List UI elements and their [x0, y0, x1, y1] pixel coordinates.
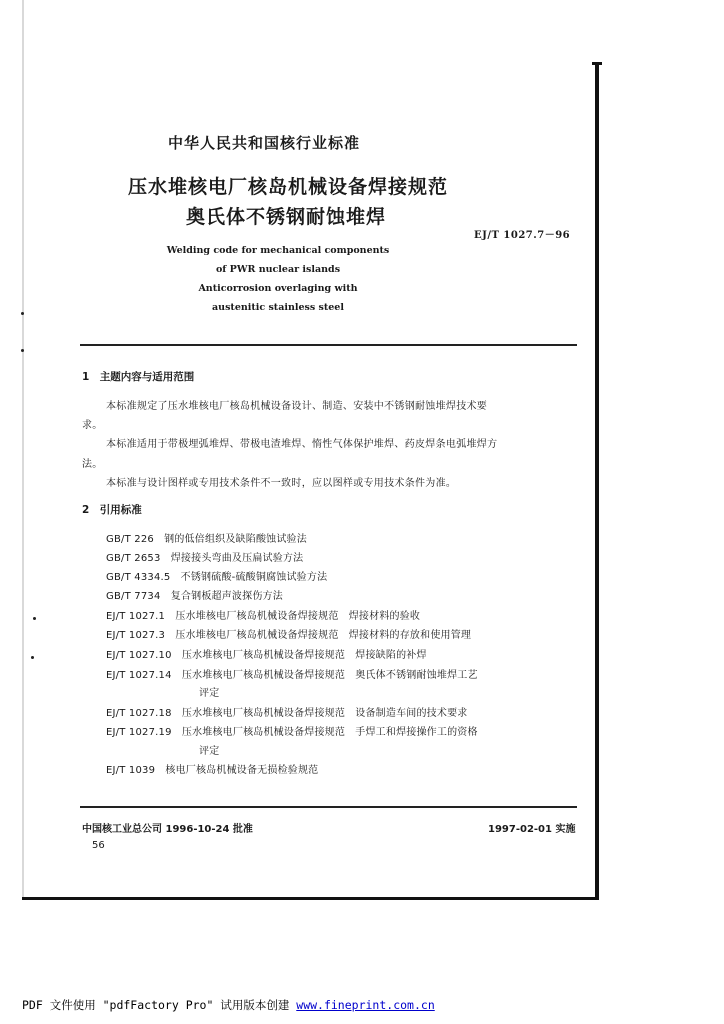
scan-speck — [33, 617, 36, 620]
standard-code: EJ/T 1027.7－96 — [474, 230, 571, 241]
scan-edge-right — [595, 62, 599, 900]
scan-speck — [31, 656, 34, 659]
title-cn-line1: 压水堆核电厂核岛机械设备焊接规范 — [128, 176, 449, 198]
reference-item: EJ/T 1027.10 压水堆核电厂核岛机械设备焊接规范 焊接缺陷的补焊 — [106, 650, 427, 661]
title-en-line2: of PWR nuclear islands — [215, 264, 341, 275]
section-2-heading: 2 引用标准 — [82, 504, 142, 516]
implementation-date: 1997-02-01 实施 — [488, 824, 576, 835]
standard-category: 中华人民共和国核行业标准 — [168, 134, 361, 152]
section-1-heading: 1 主题内容与适用范围 — [82, 371, 195, 383]
title-en-line1: Welding code for mechanical components — [166, 245, 390, 256]
reference-item: EJ/T 1027.19 压水堆核电厂核岛机械设备焊接规范 手焊工和焊接操作工的资格 — [106, 727, 478, 738]
scan-edge-bottom — [22, 897, 599, 900]
reference-item: GB/T 4334.5 不锈钢硫酸-硫酸铜腐蚀试验方法 — [106, 572, 328, 583]
scope-para2-line2: 法。 — [82, 459, 103, 470]
reference-item: GB/T 7734 复合钢板超声波探伤方法 — [106, 591, 283, 602]
title-en-line3: Anticorrosion overlaging with — [198, 283, 358, 294]
scan-speck — [21, 312, 24, 315]
scope-para1-line2: 求。 — [82, 420, 103, 431]
scope-para1-line1: 本标准规定了压水堆核电厂核岛机械设备设计、制造、安装中不锈钢耐蚀堆焊技术要 — [106, 401, 488, 412]
title-en-line4: austenitic stainless steel — [212, 302, 344, 313]
reference-item-continuation: 评定 — [199, 746, 220, 757]
page-number: 56 — [92, 840, 105, 851]
scope-para2-line1: 本标准适用于带极埋弧堆焊、带极电渣堆焊、惰性气体保护堆焊、药皮焊条电弧堆焊方 — [106, 439, 498, 450]
scan-edge-right-mark — [592, 62, 602, 65]
reference-item: EJ/T 1039 核电厂核岛机械设备无损检验规范 — [106, 765, 319, 776]
scan-speck — [21, 349, 24, 352]
footer-rule — [80, 806, 577, 808]
reference-item: EJ/T 1027.14 压水堆核电厂核岛机械设备焊接规范 奥氏体不锈钢耐蚀堆焊工艺 — [106, 670, 478, 681]
reference-item: GB/T 2653 焊接接头弯曲及压扁试验方法 — [106, 553, 304, 564]
reference-item: EJ/T 1027.3 压水堆核电厂核岛机械设备焊接规范 焊接材料的存放和使用管理 — [106, 630, 472, 641]
header-rule — [80, 344, 577, 346]
approval-date: 中国核工业总公司 1996-10-24 批准 — [82, 824, 253, 835]
reference-item: EJ/T 1027.1 压水堆核电厂核岛机械设备焊接规范 焊接材料的验收 — [106, 611, 421, 622]
title-cn-line2: 奥氏体不锈钢耐蚀堆焊 — [186, 206, 387, 228]
reference-item: GB/T 226 钢的低倍组织及缺陷酸蚀试验法 — [106, 534, 307, 545]
scope-para3: 本标准与设计图样或专用技术条件不一致时，应以图样或专用技术条件为准。 — [106, 478, 457, 489]
pdf-watermark — [22, 997, 435, 1013]
reference-item-continuation: 评定 — [199, 688, 220, 699]
reference-item: EJ/T 1027.18 压水堆核电厂核岛机械设备焊接规范 设备制造车间的技术要求 — [106, 708, 468, 719]
pdf-watermark-link[interactable]: www.fineprint.com.cn — [296, 998, 435, 1012]
pdf-watermark-text: PDF 文件使用 "pdfFactory Pro" 试用版本创建 — [22, 998, 290, 1012]
